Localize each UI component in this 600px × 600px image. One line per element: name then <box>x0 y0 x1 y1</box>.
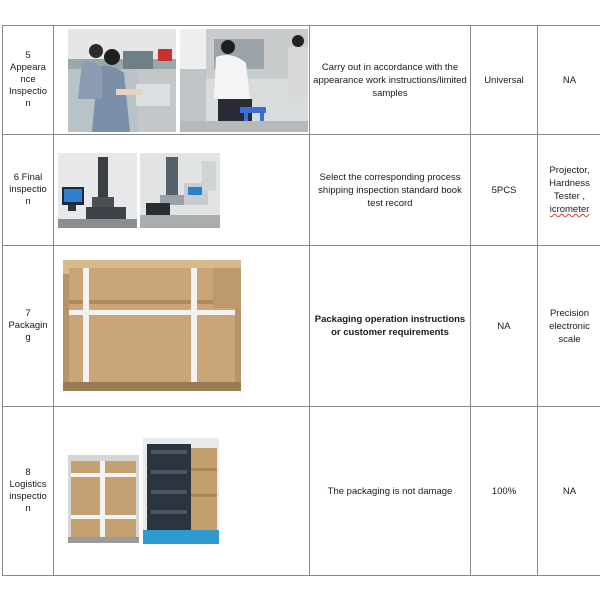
table-row <box>3 26 600 135</box>
tools-line: Hardness <box>549 178 590 189</box>
hardness-tester-photo <box>140 153 220 228</box>
step-cell <box>3 407 54 576</box>
step-line: n <box>25 196 31 207</box>
step-line: n <box>25 503 31 514</box>
method-cell: Packaging operation instructions or customer requirements <box>310 246 471 407</box>
taped-carton-photo <box>68 455 139 543</box>
tools-cell <box>538 135 600 246</box>
step-cell <box>3 246 54 407</box>
quantity-cell: 100% <box>471 407 538 576</box>
step-line: Inspectio <box>8 86 48 97</box>
inspectors-at-workbench-photo <box>68 29 176 132</box>
step-line: inspectio <box>9 184 47 195</box>
step-line: 7 <box>25 308 31 319</box>
table-row <box>3 407 600 576</box>
inspector-seated-at-station-photo <box>180 29 308 132</box>
table-row <box>3 246 600 407</box>
step-cell <box>3 26 54 135</box>
quantity-cell: 5PCS <box>471 135 538 246</box>
photo-cell <box>54 407 310 576</box>
tools-line: electronic <box>549 320 590 332</box>
tools-line: Projector, <box>549 165 590 176</box>
step-line: 6 Final <box>13 172 43 183</box>
step-line: inspectio <box>9 491 47 502</box>
tools-line: Precision <box>549 307 590 319</box>
tools-cell <box>538 246 600 407</box>
quantity-cell: Universal <box>471 26 538 135</box>
process-table <box>2 25 600 576</box>
quantity-cell: NA <box>471 246 538 407</box>
step-line: 5 <box>25 50 31 61</box>
step-line: n <box>25 98 31 109</box>
method-cell: The packaging is not damage <box>310 407 471 576</box>
step-line: nce <box>20 74 36 85</box>
tools-line: Tester , <box>553 191 586 202</box>
palletized-shipment-photo <box>143 438 219 544</box>
strapped-cartons-photo <box>63 260 241 391</box>
tools-line: icrometer <box>549 204 590 215</box>
tools-line: scale <box>558 333 581 345</box>
photo-cell <box>54 26 310 135</box>
photo-cell <box>54 135 310 246</box>
tools-cell: NA <box>538 407 600 576</box>
step-line: Packagin <box>8 320 48 331</box>
table-row <box>3 135 600 246</box>
tools-cell: NA <box>538 26 600 135</box>
step-line: g <box>25 332 31 343</box>
step-cell <box>3 135 54 246</box>
step-line: Logistics <box>9 479 47 490</box>
method-cell: Select the corresponding process shipping inspection standard book test record <box>310 135 471 246</box>
step-line: 8 <box>25 467 31 478</box>
photo-cell <box>54 246 310 407</box>
projector-measuring-machine-photo <box>58 153 137 228</box>
step-line: Appeara <box>10 62 46 73</box>
method-cell: Carry out in accordance with the appearance work instructions/limited samples <box>310 26 471 135</box>
